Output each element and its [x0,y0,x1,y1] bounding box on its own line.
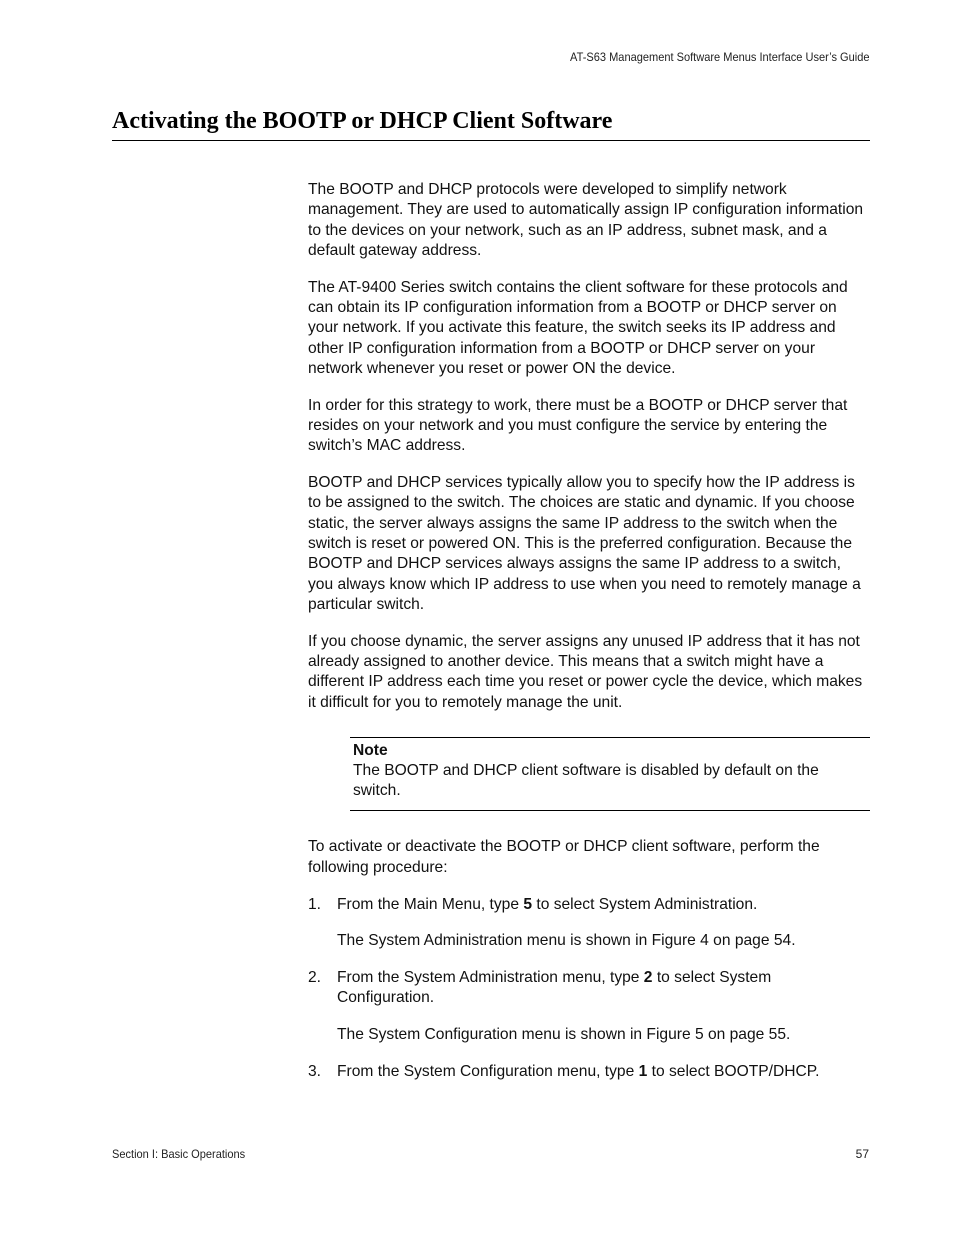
paragraph: The BOOTP and DHCP protocols were developed to simplify network management. They are used to automatically assign IP configuration information to the devices on your network, such as an IP address, subnet mask, and a default gateway address. [308,181,864,259]
procedure-intro: To activate or deactivate the BOOTP or DHCP client software, perform the following procedure: [308,838,820,876]
step-key: 5 [523,895,533,913]
note-box [350,737,870,812]
procedure-step [308,1062,870,1082]
step-number: 1. [308,895,322,913]
running-header: AT-S63 Management Software Menus Interface User’s Guide [569,50,869,64]
step-text: to select System Configuration. [337,969,772,1007]
step-result: The System Administration menu is shown in Figure 4 on page 54. [337,932,796,950]
step-number: 2. [308,969,322,987]
paragraph: BOOTP and DHCP services typically allow you to specify how the IP address is to be assigned to the switch. The choices are static and dynamic. If you choose static, the server always assigns the same IP address to the switch when the switch is reset or powered ON. This is the preferred configuration. Because the BOOTP and DHCP services always assigns the same IP address to a switch, you always know which IP address to use when you need to remotely manage a particular switch. [308,474,861,613]
step-result: The System Configuration menu is shown in Figure 5 on page 55. [337,1026,791,1044]
page-number: 57 [855,1147,869,1161]
step-key: 2 [643,969,653,987]
procedure-step [308,968,870,1045]
note-text: The BOOTP and DHCP client software is disabled by default on the switch. [353,761,819,800]
step-text: From the System Administration menu, type [337,969,644,987]
note-title: Note [353,741,388,759]
step-number: 3. [308,1063,322,1080]
step-text: From the System Configuration menu, type [337,1063,639,1080]
paragraph: If you choose dynamic, the server assigns any unused IP address that it has not already assigned to another device. This means that a switch might have a different IP address each time you reset or power cycle the device, which makes it difficult for you to remotely manage the unit. [308,632,863,711]
procedure-steps [308,895,870,1083]
step-text: to select BOOTP/DHCP. [647,1063,820,1080]
step-instruction [337,968,870,1009]
body-text [308,180,870,1099]
paragraph: The AT-9400 Series switch contains the client software for these protocols and can obtain its IP configuration information from a BOOTP or DHCP server on your network. If you activate this feature, the switch seeks its IP address and other IP configuration information from a BOOTP or DHCP server on your network whenever you reset or power ON the device. [308,278,848,377]
step-instruction [337,895,870,915]
footer-section: Section I: Basic Operations [112,1147,246,1161]
step-text: From the Main Menu, type [337,895,524,913]
step-instruction [337,1062,870,1082]
step-text: to select System Administration. [532,895,758,913]
step-key: 1 [638,1063,648,1080]
paragraph: In order for this strategy to work, there must be a BOOTP or DHCP server that resides on your network and you must configure the service by entering the switch’s MAC address. [308,396,848,455]
procedure-step [308,895,870,952]
section-title: Activating the BOOTP or DHCP Client Software [112,106,870,141]
